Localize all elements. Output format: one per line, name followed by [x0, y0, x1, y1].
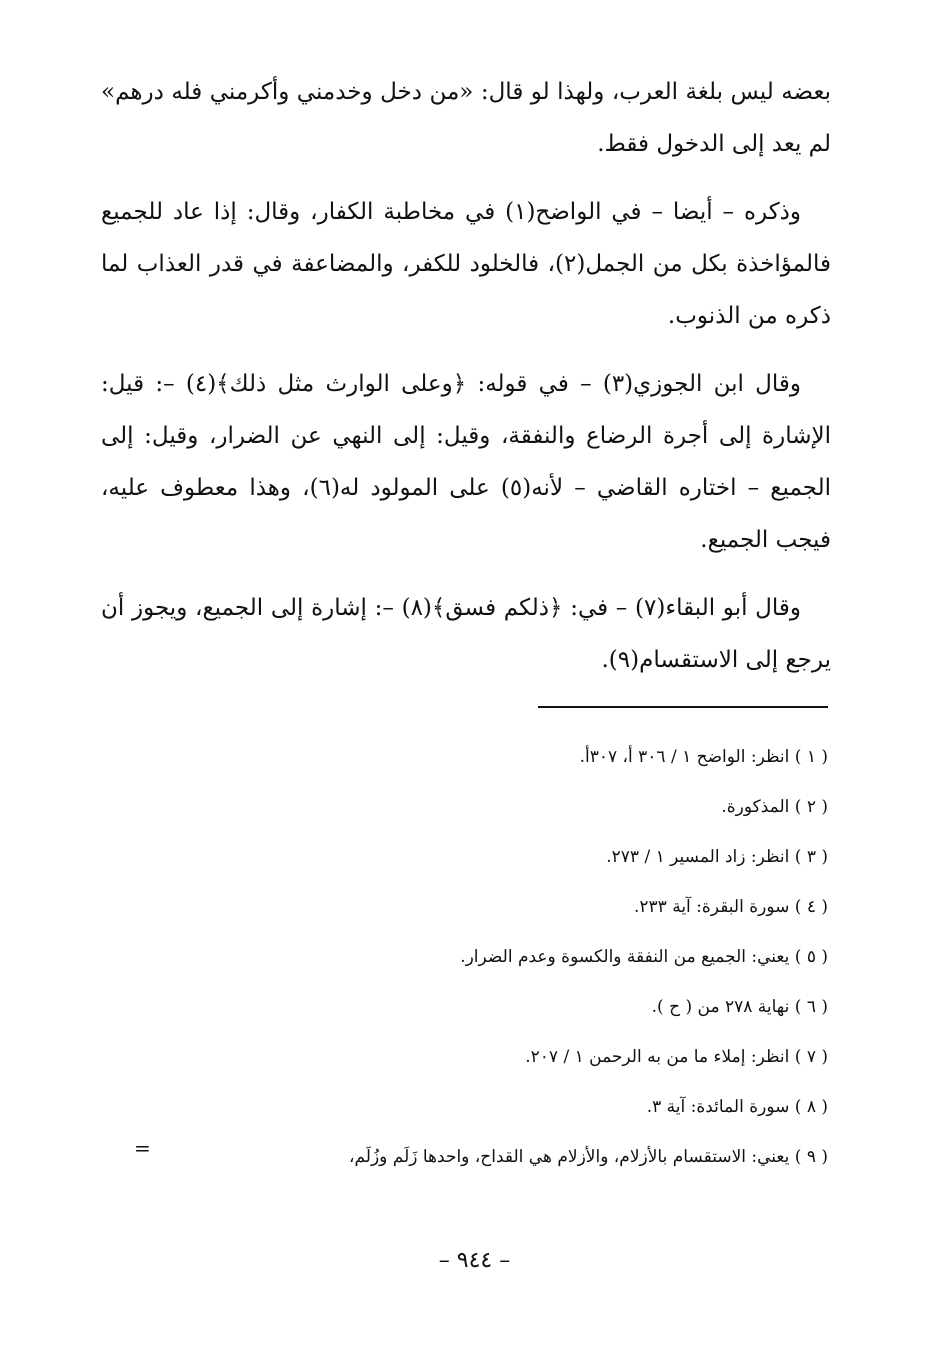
footnote: ( ٣ ) انظر: زاد المسير ١ / ٢٧٣. [606, 847, 828, 867]
footnote: ( ٩ ) يعني: الاستقسام بالأزلام، والأزلام هي القداح، واحدها زَلَم وزُلَم، [348, 1147, 828, 1167]
footnotes [128, 732, 828, 1182]
continuation-mark: = [134, 1136, 151, 1160]
footnote: ( ١ ) انظر: الواضح ١ / ٣٠٦ أ، ٣٠٧أ. [579, 747, 828, 767]
paragraph: وقال أبو البقاء(٧) – في: ﴿ذلكم فسق﴾(٨) –: إشارة إلى الجميع، ويجوز أن يرجع إلى الاستقسام(٩). [101, 595, 831, 673]
paragraph: وقال ابن الجوزي(٣) – في قوله: ﴿وعلى الوارث مثل ذلك﴾(٤) –: قيل: الإشارة إلى أجرة الرضاع والنفقة، وقيل: إلى النهي عن الضرار، وقيل: إلى الجميع – اختاره القاضي – لأنه(٥) على المولود له(٦)، وهذا معطوف عليه، فيجب الجميع. [101, 371, 831, 553]
page-number: – ٩٤٤ – [438, 1248, 511, 1273]
main-text [101, 66, 831, 702]
footnote-separator [538, 706, 828, 708]
footnote: ( ٨ ) سورة المائدة: آية ٣. [646, 1097, 828, 1117]
footnote: ( ٥ ) يعني: الجميع من النفقة والكسوة وعدم الضرار. [460, 947, 828, 967]
footnote: ( ٤ ) سورة البقرة: آية ٢٣٣. [633, 897, 828, 917]
footnote: ( ٢ ) المذكورة. [721, 797, 828, 817]
footnote: ( ٦ ) نهاية ٢٧٨ من ( ح ). [651, 997, 828, 1017]
paragraph: وذكره – أيضا – في الواضح(١) في مخاطبة الكفار، وقال: إذا عاد للجميع فالمؤاخذة بكل من الجمل(٢)، فالخلود للكفر، والمضاعفة في قدر العذاب لما ذكره من الذنوب. [101, 199, 831, 329]
paragraph: بعضه ليس بلغة العرب، ولهذا لو قال: «من دخل وخدمني وأكرمني فله درهم» لم يعد إلى الدخول فقط. [101, 79, 831, 157]
footnote: ( ٧ ) انظر: إملاء ما من به الرحمن ١ / ٢٠٧. [525, 1047, 828, 1067]
